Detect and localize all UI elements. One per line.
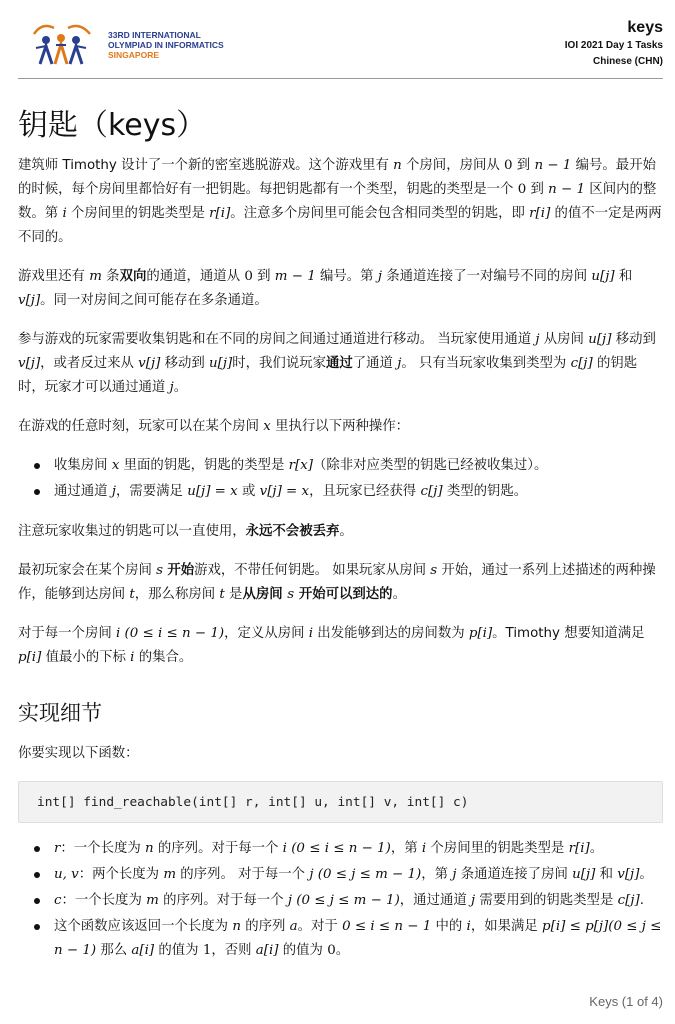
text-run: ，通过通道 (399, 893, 472, 908)
header-info (565, 18, 663, 70)
math-expression: u[j] (209, 356, 233, 371)
text-run: 。 (392, 587, 406, 602)
math-expression: r (54, 841, 61, 856)
bold-text: 永远不会被丢弃 (245, 524, 340, 539)
math-expression: i (130, 650, 135, 665)
math-expression: j (0 ≤ j ≤ m − 1) (309, 867, 422, 882)
math-expression: i (0 ≤ i ≤ n − 1) (116, 626, 225, 641)
math-expression: i (62, 206, 67, 221)
math-expression: s (287, 587, 295, 602)
text-run: 。 (335, 943, 350, 958)
math-expression: a[i] (255, 943, 279, 958)
math-expression: r[i] (209, 206, 231, 221)
list-item (18, 915, 663, 963)
text-run: ，需要满足 (115, 484, 188, 499)
math-number: 0 (327, 943, 336, 958)
math-expression: u[j] = x (187, 484, 238, 499)
math-expression: v[j] (138, 356, 161, 371)
text-run: 建筑师 Timothy 设计了一个新的密室逃脱游戏。这个游戏里有 (18, 158, 394, 173)
text-run: （除非对应类型的钥匙已经被收集过）。 (313, 458, 548, 473)
contest-day: IOI 2021 Day 1 Tasks (564, 40, 663, 51)
text-run: ：一个长度为 (60, 841, 146, 856)
impl-intro: 你要实现以下函数： (18, 746, 139, 761)
list-item (18, 889, 663, 913)
bold-text: 双向 (119, 269, 147, 284)
paragraph-traverse (18, 328, 663, 400)
paragraph-keys-note (18, 520, 663, 544)
math-expression: n (232, 919, 241, 934)
document-body (18, 100, 663, 979)
text-run: 里执行以下两种操作： (270, 419, 410, 434)
math-expression: i (421, 841, 427, 856)
text-run: 需要用到的钥匙类型是 (475, 893, 618, 908)
text-run: 的钥匙时，玩家才可以通过通道 (18, 356, 638, 395)
math-expression: j (111, 484, 116, 499)
text-run: 编号。第 (315, 269, 378, 284)
text-run: ，那么称房间 (134, 587, 220, 602)
ioi-emblem-icon (28, 18, 104, 70)
math-expression: c (54, 893, 62, 908)
math-expression: c[j] (420, 484, 443, 499)
math-expression: j (0 ≤ j ≤ m − 1) (287, 893, 400, 908)
page-number: Keys (1 of 4) (589, 994, 663, 1009)
paragraph-corridors (18, 265, 663, 313)
bold-text: 开始可以到达的 (294, 587, 393, 602)
text-run: ，如果满足 (470, 919, 543, 934)
math-expression: i (308, 626, 314, 641)
actions-list (18, 454, 663, 504)
language-label: Chinese (CHN) (592, 56, 663, 67)
text-run: 和 (614, 269, 633, 284)
math-expression: t (219, 587, 225, 602)
text-run: 。 (589, 841, 604, 856)
math-number: 0 (504, 158, 513, 173)
text-run: 个房间里的钥匙类型是 (66, 206, 210, 221)
paragraph-actions (18, 415, 663, 439)
text-run: 值最小的下标 (41, 650, 131, 665)
list-item (18, 454, 663, 478)
math-expression: i (466, 919, 471, 934)
math-expression: i (0 ≤ i ≤ n − 1) (282, 841, 391, 856)
text-run: 中的 (431, 919, 467, 934)
logo-line3: SINGAPORE (108, 50, 160, 60)
text-run: 。 (339, 524, 353, 539)
math-number: 0 (517, 182, 527, 197)
logo-line1: 33RD INTERNATIONAL (108, 30, 201, 40)
text-run: 的序列。对于每一个 (158, 893, 288, 908)
text-run: 。注意多个房间里可能会包含相同类型的钥匙，即 (230, 206, 530, 221)
text-run: 在游戏的任意时刻，玩家可以在某个房间 (18, 419, 264, 434)
ioi-logo (28, 18, 228, 70)
math-expression: j (377, 269, 382, 284)
math-expression: t (129, 587, 135, 602)
math-expression: u[j] (588, 332, 612, 347)
text-run: 是 (224, 587, 243, 602)
text-run: 或 (237, 484, 260, 499)
text-run: 的集合。 (134, 650, 193, 665)
text-run: 区间内的整数。第 (18, 182, 657, 221)
math-expression: 0 ≤ i ≤ n − 1 (342, 919, 432, 934)
math-expression: s (156, 563, 164, 578)
math-expression: u[j] (572, 867, 596, 882)
text-run: 个房间，房间从 (401, 158, 505, 173)
text-run: 最初玩家会在某个房间 (18, 563, 157, 578)
text-run: 。 (173, 380, 188, 395)
text-run: 从房间 (539, 332, 589, 347)
text-run: 。同一对房间之间可能存在多条通道。 (40, 293, 268, 308)
math-expression: r[i] (529, 206, 551, 221)
text-run: 的序列。对于每一个 (153, 841, 283, 856)
params-list (18, 837, 663, 963)
text-run: 注意玩家收集过的钥匙可以一直使用， (18, 524, 246, 539)
text-run: 编号。最开始的时候，每个房间里都恰好有一把钥匙。每把钥匙都有一个类型，钥匙的类型是一个 (18, 158, 656, 197)
math-expression: s (430, 563, 438, 578)
text-run: ，第 (390, 841, 422, 856)
function-signature: int[] find_reachable(int[] r, int[] u, int[] v, int[] c) (18, 781, 663, 823)
text-run: 开始，通过一系列上述描述的两种操作，能够到达房间 (18, 563, 656, 602)
math-expression: j (535, 332, 540, 347)
text-run: 对于每一个房间 (18, 626, 116, 641)
paragraph-intro (18, 154, 663, 250)
text-run: 。 (639, 867, 653, 882)
text-run: ，且玩家已经获得 (309, 484, 421, 499)
math-expression: v[j] (617, 867, 640, 882)
bold-text: 开始 (167, 563, 195, 578)
math-expression: n (393, 158, 402, 173)
math-expression: m (163, 867, 177, 882)
text-run: 条通道连接了一对编号不同的房间 (381, 269, 592, 284)
math-expression: j (397, 356, 402, 371)
math-expression: v[j] = x (259, 484, 310, 499)
text-run: 的序列。 对于每一个 (176, 867, 310, 882)
text-run: 里面的钥匙，钥匙的类型是 (119, 458, 289, 473)
math-expression: c[j] (617, 893, 640, 908)
text-run: 的值为 (154, 943, 203, 958)
math-expression: n − 1 (548, 182, 586, 197)
text-run: 参与游戏的玩家需要收集钥匙和在不同的房间之间通过通道进行移动。 当玩家使用通道 (18, 332, 536, 347)
text-run: 条 (101, 269, 120, 284)
math-expression: v[j] (18, 293, 41, 308)
math-expression: v[j] (18, 356, 41, 371)
math-number: 1 (202, 943, 212, 958)
math-expression: a (289, 919, 298, 934)
math-number: 0 (244, 269, 253, 284)
bold-text: 从房间 (242, 587, 288, 602)
text-run: 类型的钥匙。 (442, 484, 528, 499)
text-run: ，第 (421, 867, 453, 882)
math-expression: u, v (54, 867, 79, 882)
text-run: ，定义从房间 (224, 626, 309, 641)
text-run: 。 只有当玩家收集到类型为 (401, 356, 571, 371)
list-item (18, 480, 663, 504)
text-run: 这个函数应该返回一个长度为 (54, 919, 233, 934)
text-run: 了通道 (352, 356, 398, 371)
text-run: 游戏，不带任何钥匙。 如果玩家从房间 (194, 563, 431, 578)
text-run: 条通道连接了房间 (456, 867, 573, 882)
math-expression: m (89, 269, 102, 284)
math-expression: x (263, 419, 271, 434)
logo-text (108, 30, 224, 60)
math-expression: r[i] (568, 841, 590, 856)
page-title: 钥匙（keys） (18, 108, 207, 143)
text-run: 个房间里的钥匙类型是 (426, 841, 569, 856)
text-run: 到 (252, 269, 275, 284)
text-run: 到 (512, 158, 535, 173)
text-run: 。对于 (297, 919, 343, 934)
math-expression: n (145, 841, 154, 856)
math-expression: p[i] (468, 626, 493, 641)
task-name: keys (627, 19, 663, 36)
text-run: 移动到 (160, 356, 210, 371)
text-run: ，或者反过来从 (40, 356, 139, 371)
text-run: 游戏里还有 (18, 269, 90, 284)
logo-line2: OLYMPIAD IN INFORMATICS (108, 40, 224, 50)
math-expression: m (146, 893, 159, 908)
math-expression: j (169, 380, 174, 395)
text-run: ，否则 (211, 943, 256, 958)
text-run: ：两个长度为 (78, 867, 164, 882)
text-run: 的值为 (278, 943, 328, 958)
header-divider (18, 78, 663, 79)
text-run: 。Timothy 想要知道满足 (492, 626, 645, 641)
section-title: 实现细节 (18, 701, 102, 725)
math-expression: j (452, 867, 457, 882)
paragraph-goal (18, 622, 663, 670)
text-run: ：一个长度为 (61, 893, 147, 908)
text-run: 时，我们说玩家 (232, 356, 326, 371)
math-expression: j (471, 893, 476, 908)
text-run: 通过通道 (54, 484, 112, 499)
text-run: . (639, 893, 644, 908)
text-run: 收集房间 (54, 458, 112, 473)
text-run: 的值不一定是两两不同的。 (18, 206, 662, 245)
text-run: 的序列 (240, 919, 290, 934)
list-item (18, 837, 663, 861)
math-expression: a[i] (131, 943, 155, 958)
text-run: 到 (526, 182, 549, 197)
text-run: 移动到 (611, 332, 656, 347)
math-expression: r[x] (288, 458, 313, 473)
math-expression: c[j] (570, 356, 593, 371)
math-expression: m − 1 (274, 269, 316, 284)
text-run: 的通道，通道从 (146, 269, 245, 284)
math-expression: p[i] (18, 650, 42, 665)
math-expression: p[i] ≤ p[j](0 ≤ j ≤ n − 1) (54, 919, 662, 958)
math-expression: u[j] (591, 269, 615, 284)
text-run: 和 (595, 867, 618, 882)
page-header (18, 14, 663, 80)
list-item (18, 863, 663, 887)
paragraph-reachable (18, 559, 663, 607)
math-expression: n − 1 (534, 158, 572, 173)
math-expression: x (111, 458, 120, 473)
bold-text: 通过 (326, 356, 353, 371)
text-run: 出发能够到达的房间数为 (313, 626, 469, 641)
text-run: 那么 (96, 943, 132, 958)
